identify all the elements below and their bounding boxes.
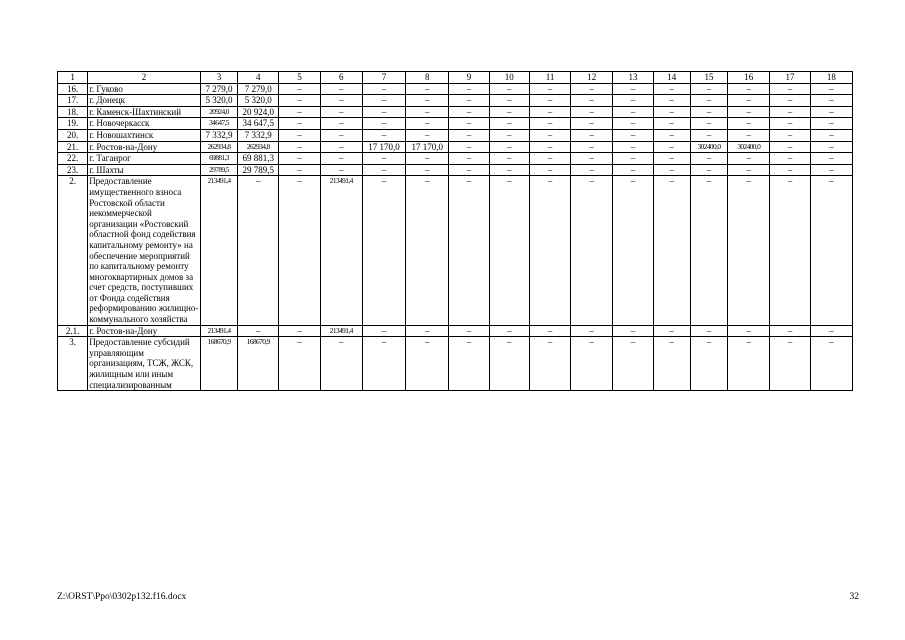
row-name-cell: г. Каменск-Шахтинский (88, 106, 201, 118)
value-cell: – (613, 325, 653, 337)
value-cell: – (653, 153, 690, 165)
value-cell: – (613, 118, 653, 130)
value-cell: – (571, 106, 613, 118)
value-cell: – (690, 118, 727, 130)
file-path: Z:\ORST\Ppo\0302p132.f16.docx (57, 592, 187, 602)
value-cell: 213491,4 (200, 176, 237, 325)
table-row (58, 118, 853, 130)
value-cell: – (279, 95, 320, 107)
value-cell: – (770, 141, 810, 153)
value-cell: – (529, 153, 570, 165)
value-cell: – (489, 95, 529, 107)
value-cell: – (571, 95, 613, 107)
value-cell: – (320, 337, 362, 391)
value-cell: – (690, 325, 727, 337)
row-number-cell: 16. (58, 83, 88, 95)
value-cell: 34647,5 (200, 118, 237, 130)
value-cell: 7 279,0 (238, 83, 279, 95)
value-cell: – (770, 106, 810, 118)
value-cell: – (571, 118, 613, 130)
value-cell: – (571, 153, 613, 165)
value-cell: – (529, 176, 570, 325)
value-cell: – (489, 141, 529, 153)
table-row (58, 325, 853, 337)
value-cell: – (728, 325, 770, 337)
table-row (58, 176, 853, 325)
row-number-cell: 23. (58, 164, 88, 176)
row-number-cell: 2.1. (58, 325, 88, 337)
value-cell: – (320, 118, 362, 130)
value-cell: – (320, 141, 362, 153)
table-row (58, 83, 853, 95)
value-cell: – (449, 83, 489, 95)
value-cell: 168670,9 (200, 337, 237, 391)
value-cell: – (613, 153, 653, 165)
row-number-cell: 3. (58, 337, 88, 391)
value-cell: 69881,3 (200, 153, 237, 165)
column-number-3: 3 (200, 72, 237, 84)
value-cell: – (613, 95, 653, 107)
table-row (58, 129, 853, 141)
row-name-cell: г. Ростов-на-Дону (88, 141, 201, 153)
value-cell: – (690, 176, 727, 325)
value-cell: – (571, 337, 613, 391)
row-name-cell: Предоставление имущественного взноса Ростовской области некоммерческой организации «Ростовский областной фонд содействия капитальному ремонту» на обеспечение мероприятий по капитальному ремонту многоквартирных домов за счет средств, поступивших от Фонда содействия реформированию жилищно-коммунального хозяйства (88, 176, 201, 325)
value-cell: – (489, 83, 529, 95)
value-cell: – (613, 176, 653, 325)
column-number-11: 11 (529, 72, 570, 84)
value-cell: – (406, 337, 449, 391)
value-cell: – (449, 129, 489, 141)
value-cell: – (770, 95, 810, 107)
value-cell: – (690, 95, 727, 107)
value-cell: – (571, 325, 613, 337)
value-cell: – (728, 106, 770, 118)
column-number-15: 15 (690, 72, 727, 84)
value-cell: – (529, 83, 570, 95)
value-cell: – (571, 164, 613, 176)
value-cell: – (362, 129, 405, 141)
value-cell: – (449, 95, 489, 107)
value-cell: – (613, 129, 653, 141)
row-name-cell: г. Новошахтинск (88, 129, 201, 141)
value-cell: – (810, 129, 852, 141)
value-cell: – (406, 129, 449, 141)
value-cell: – (653, 106, 690, 118)
value-cell: – (320, 83, 362, 95)
value-cell: – (489, 176, 529, 325)
value-cell: – (279, 129, 320, 141)
row-number-cell: 18. (58, 106, 88, 118)
value-cell: – (449, 106, 489, 118)
value-cell: – (529, 337, 570, 391)
value-cell: 213491,4 (200, 325, 237, 337)
value-cell: 7 332,9 (200, 129, 237, 141)
value-cell: – (653, 164, 690, 176)
value-cell: – (770, 83, 810, 95)
value-cell: – (279, 118, 320, 130)
value-cell: 5 320,0 (200, 95, 237, 107)
value-cell: – (770, 325, 810, 337)
value-cell: – (406, 164, 449, 176)
column-number-16: 16 (728, 72, 770, 84)
value-cell: 29789,5 (200, 164, 237, 176)
table-row (58, 164, 853, 176)
row-number-cell: 2. (58, 176, 88, 325)
value-cell: – (362, 118, 405, 130)
value-cell: – (770, 337, 810, 391)
row-name-cell: г. Ростов-на-Дону (88, 325, 201, 337)
value-cell: – (810, 325, 852, 337)
value-cell: – (810, 95, 852, 107)
column-number-5: 5 (279, 72, 320, 84)
value-cell: 5 320,0 (238, 95, 279, 107)
value-cell: – (728, 83, 770, 95)
value-cell: – (489, 337, 529, 391)
value-cell: 7 332,9 (238, 129, 279, 141)
value-cell: – (529, 106, 570, 118)
value-cell: – (613, 106, 653, 118)
value-cell: – (449, 337, 489, 391)
value-cell: – (810, 176, 852, 325)
value-cell: – (810, 83, 852, 95)
value-cell: – (571, 176, 613, 325)
value-cell: 17 170,0 (406, 141, 449, 153)
value-cell: – (406, 325, 449, 337)
value-cell: – (653, 141, 690, 153)
row-name-cell: г. Таганрог (88, 153, 201, 165)
row-name-cell: г. Гуково (88, 83, 201, 95)
value-cell: – (279, 337, 320, 391)
row-name-cell: г. Донецк (88, 95, 201, 107)
value-cell: 262934,8 (238, 141, 279, 153)
value-cell: – (613, 141, 653, 153)
value-cell: – (529, 129, 570, 141)
value-cell: – (571, 141, 613, 153)
value-cell: – (810, 153, 852, 165)
value-cell: – (406, 106, 449, 118)
value-cell: – (690, 153, 727, 165)
value-cell: – (613, 83, 653, 95)
column-number-1: 1 (58, 72, 88, 84)
value-cell: – (728, 164, 770, 176)
value-cell: – (279, 164, 320, 176)
column-number-4: 4 (238, 72, 279, 84)
row-number-cell: 22. (58, 153, 88, 165)
value-cell: 29 789,5 (238, 164, 279, 176)
value-cell: 168670,9 (238, 337, 279, 391)
value-cell: – (653, 176, 690, 325)
value-cell: – (362, 153, 405, 165)
column-number-13: 13 (613, 72, 653, 84)
value-cell: 302400,0 (728, 141, 770, 153)
column-number-2: 2 (88, 72, 201, 84)
value-cell: – (238, 325, 279, 337)
table-row (58, 95, 853, 107)
row-name-cell: г. Шахты (88, 164, 201, 176)
value-cell: – (810, 118, 852, 130)
value-cell: – (406, 83, 449, 95)
value-cell: – (362, 164, 405, 176)
value-cell: – (810, 141, 852, 153)
row-number-cell: 21. (58, 141, 88, 153)
column-number-row (58, 72, 853, 84)
column-number-12: 12 (571, 72, 613, 84)
value-cell: – (320, 129, 362, 141)
value-cell: 20924,0 (200, 106, 237, 118)
value-cell: – (449, 141, 489, 153)
value-cell: – (362, 176, 405, 325)
value-cell: – (690, 106, 727, 118)
value-cell: – (449, 176, 489, 325)
value-cell: 302400,0 (690, 141, 727, 153)
value-cell: – (613, 337, 653, 391)
value-cell: – (529, 164, 570, 176)
column-number-18: 18 (810, 72, 852, 84)
budget-table (57, 71, 853, 391)
table-row (58, 141, 853, 153)
row-number-cell: 19. (58, 118, 88, 130)
value-cell: – (770, 176, 810, 325)
value-cell: – (489, 325, 529, 337)
value-cell: – (279, 176, 320, 325)
value-cell: – (406, 118, 449, 130)
value-cell: – (529, 141, 570, 153)
column-number-8: 8 (406, 72, 449, 84)
value-cell: – (362, 106, 405, 118)
value-cell: – (571, 129, 613, 141)
value-cell: – (653, 325, 690, 337)
page-number: 32 (849, 592, 859, 602)
value-cell: – (690, 83, 727, 95)
value-cell: – (279, 325, 320, 337)
column-number-7: 7 (362, 72, 405, 84)
value-cell: – (728, 153, 770, 165)
value-cell: – (728, 176, 770, 325)
value-cell: 213491,4 (320, 176, 362, 325)
value-cell: – (406, 176, 449, 325)
value-cell: 17 170,0 (362, 141, 405, 153)
value-cell: – (770, 153, 810, 165)
value-cell: – (489, 106, 529, 118)
value-cell: – (653, 95, 690, 107)
value-cell: – (489, 118, 529, 130)
value-cell: – (406, 95, 449, 107)
value-cell: – (320, 153, 362, 165)
value-cell: – (362, 95, 405, 107)
value-cell: – (770, 164, 810, 176)
column-number-6: 6 (320, 72, 362, 84)
value-cell: 262934,8 (200, 141, 237, 153)
row-number-cell: 20. (58, 129, 88, 141)
column-number-9: 9 (449, 72, 489, 84)
value-cell: – (690, 164, 727, 176)
value-cell: – (529, 325, 570, 337)
table-row (58, 106, 853, 118)
column-number-17: 17 (770, 72, 810, 84)
value-cell: – (320, 106, 362, 118)
value-cell: – (613, 164, 653, 176)
value-cell: – (810, 337, 852, 391)
value-cell: – (653, 337, 690, 391)
row-name-cell: г. Новочеркасск (88, 118, 201, 130)
value-cell: – (449, 164, 489, 176)
value-cell: 20 924,0 (238, 106, 279, 118)
value-cell: – (449, 325, 489, 337)
value-cell: – (449, 153, 489, 165)
value-cell: – (489, 164, 529, 176)
value-cell: – (362, 83, 405, 95)
value-cell: – (653, 83, 690, 95)
value-cell: – (362, 325, 405, 337)
value-cell: – (489, 129, 529, 141)
value-cell: – (690, 129, 727, 141)
value-cell: – (406, 153, 449, 165)
value-cell: – (279, 106, 320, 118)
value-cell: 34 647,5 (238, 118, 279, 130)
value-cell: – (489, 153, 529, 165)
value-cell: 213491,4 (320, 325, 362, 337)
value-cell: – (690, 337, 727, 391)
column-number-14: 14 (653, 72, 690, 84)
value-cell: – (529, 118, 570, 130)
value-cell: – (529, 95, 570, 107)
table-row (58, 153, 853, 165)
value-cell: – (571, 83, 613, 95)
value-cell: – (238, 176, 279, 325)
value-cell: – (728, 129, 770, 141)
value-cell: – (653, 129, 690, 141)
row-number-cell: 17. (58, 95, 88, 107)
value-cell: – (362, 337, 405, 391)
value-cell: – (279, 83, 320, 95)
value-cell: – (728, 95, 770, 107)
table-row (58, 337, 853, 391)
value-cell: – (279, 153, 320, 165)
value-cell: – (770, 129, 810, 141)
value-cell: – (770, 118, 810, 130)
value-cell: – (320, 95, 362, 107)
value-cell: – (728, 118, 770, 130)
value-cell: – (728, 337, 770, 391)
value-cell: – (320, 164, 362, 176)
value-cell: 7 279,0 (200, 83, 237, 95)
value-cell: 69 881,3 (238, 153, 279, 165)
row-name-cell: Предоставление субсидий управляющим организациям, ТСЖ, ЖСК, жилищным или иным специализированным (88, 337, 201, 391)
value-cell: – (810, 164, 852, 176)
value-cell: – (653, 118, 690, 130)
column-number-10: 10 (489, 72, 529, 84)
value-cell: – (279, 141, 320, 153)
value-cell: – (449, 118, 489, 130)
value-cell: – (810, 106, 852, 118)
